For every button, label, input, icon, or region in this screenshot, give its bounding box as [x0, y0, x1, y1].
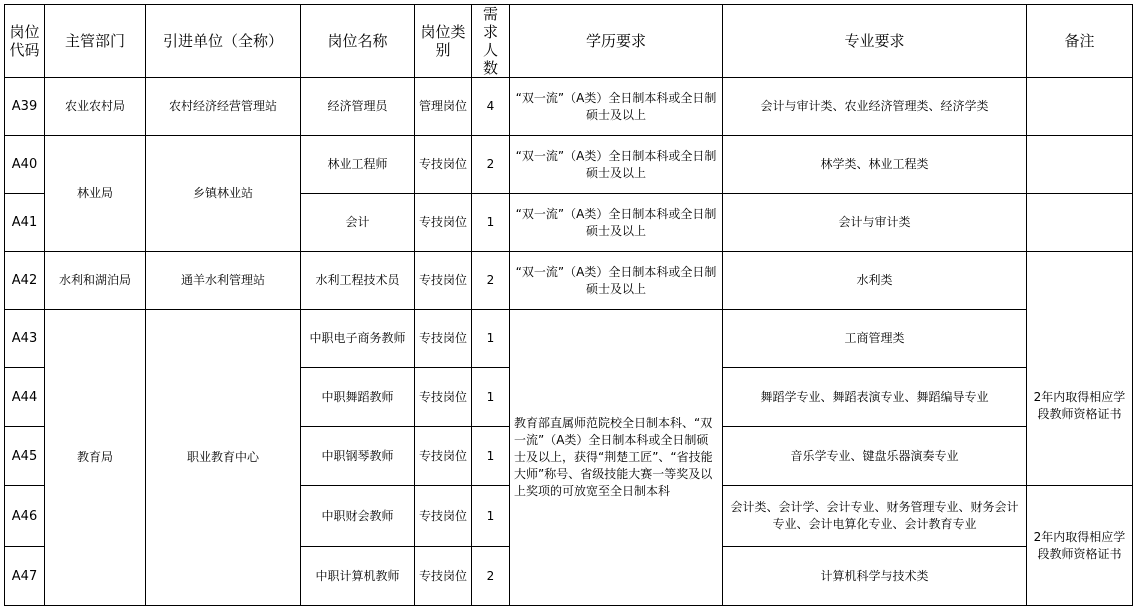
- header-unit: 引进单位（全称）: [146, 5, 301, 78]
- cell-major: 会计类、会计学、会计专业、财务管理专业、财务会计专业、会计电算化专业、会计教育专业: [723, 486, 1027, 547]
- cell-post: 中职钢琴教师: [301, 427, 415, 486]
- cell-unit: 通羊水利管理站: [146, 252, 301, 310]
- cell-note: [1027, 78, 1133, 136]
- cell-post: 中职计算机教师: [301, 547, 415, 606]
- cell-unit: 农村经济经营管理站: [146, 78, 301, 136]
- cell-edu: “双一流”（A类）全日制本科或全日制硕士及以上: [510, 194, 723, 252]
- table-row: [5, 78, 1133, 136]
- header-count: 需求人数: [472, 5, 510, 78]
- cell-edu: “双一流”（A类）全日制本科或全日制硕士及以上: [510, 252, 723, 310]
- cell-type: 专技岗位: [415, 368, 472, 427]
- header-type: 岗位类别: [415, 5, 472, 78]
- header-edu: 学历要求: [510, 5, 723, 78]
- cell-count: 2: [472, 252, 510, 310]
- cell-code: A40: [5, 136, 45, 194]
- cell-count: 1: [472, 194, 510, 252]
- cell-type: 专技岗位: [415, 136, 472, 194]
- cell-count: 1: [472, 486, 510, 547]
- cell-major: 会计与审计类、农业经济管理类、经济学类: [723, 78, 1027, 136]
- cell-post: 中职电子商务教师: [301, 310, 415, 368]
- cell-count: 2: [472, 547, 510, 606]
- header-row: [5, 5, 1133, 78]
- cell-edu: “双一流”（A类）全日制本科或全日制硕士及以上: [510, 78, 723, 136]
- cell-count: 1: [472, 310, 510, 368]
- cell-type: 专技岗位: [415, 427, 472, 486]
- cell-major: 计算机科学与技术类: [723, 547, 1027, 606]
- cell-post: 会计: [301, 194, 415, 252]
- cell-major: 林学类、林业工程类: [723, 136, 1027, 194]
- header-dept: 主管部门: [45, 5, 146, 78]
- cell-dept: 水利和湖泊局: [45, 252, 146, 310]
- cell-type: 专技岗位: [415, 486, 472, 547]
- cell-code: A39: [5, 78, 45, 136]
- table-row: [5, 136, 1133, 194]
- cell-major: 会计与审计类: [723, 194, 1027, 252]
- cell-dept-education: 教育局: [45, 310, 146, 606]
- cell-major: 工商管理类: [723, 310, 1027, 368]
- cell-major: 水利类: [723, 252, 1027, 310]
- cell-unit-forestry: 乡镇林业站: [146, 136, 301, 252]
- cell-note: [1027, 194, 1133, 252]
- cell-type: 专技岗位: [415, 194, 472, 252]
- cell-count: 2: [472, 136, 510, 194]
- cell-count: 1: [472, 427, 510, 486]
- cell-post: 中职舞蹈教师: [301, 368, 415, 427]
- table-row: [5, 310, 1133, 368]
- cell-code: A46: [5, 486, 45, 547]
- cell-edu-education: 教育部直属师范院校全日制本科、“双一流”（A类）全日制本科或全日制硕士及以上，获得“荆楚工匠”、“省技能大师”称号、省级技能大赛一等奖及以上奖项的可放宽至全日制本科: [510, 310, 723, 606]
- cell-code: A47: [5, 547, 45, 606]
- header-post: 岗位名称: [301, 5, 415, 78]
- cell-count: 1: [472, 368, 510, 427]
- cell-post: 经济管理员: [301, 78, 415, 136]
- cell-type: 专技岗位: [415, 547, 472, 606]
- cell-code: A44: [5, 368, 45, 427]
- cell-post: 林业工程师: [301, 136, 415, 194]
- header-major: 专业要求: [723, 5, 1027, 78]
- cell-code: A43: [5, 310, 45, 368]
- cell-unit-education: 职业教育中心: [146, 310, 301, 606]
- cell-note-teacher-2: 2年内取得相应学段教师资格证书: [1027, 486, 1133, 606]
- cell-code: A41: [5, 194, 45, 252]
- cell-post: 水利工程技术员: [301, 252, 415, 310]
- recruitment-table: [4, 4, 1133, 606]
- cell-note: [1027, 136, 1133, 194]
- cell-count: 4: [472, 78, 510, 136]
- cell-type: 专技岗位: [415, 310, 472, 368]
- cell-dept-forestry: 林业局: [45, 136, 146, 252]
- cell-code: A45: [5, 427, 45, 486]
- cell-edu: “双一流”（A类）全日制本科或全日制硕士及以上: [510, 136, 723, 194]
- cell-type: 专技岗位: [415, 252, 472, 310]
- cell-dept: 农业农村局: [45, 78, 146, 136]
- cell-major: 音乐学专业、键盘乐器演奏专业: [723, 427, 1027, 486]
- table-row: [5, 252, 1133, 310]
- header-code: 岗位代码: [5, 5, 45, 78]
- cell-note-teacher-1: 2年内取得相应学段教师资格证书: [1027, 252, 1133, 486]
- cell-type: 管理岗位: [415, 78, 472, 136]
- header-note: 备注: [1027, 5, 1133, 78]
- cell-code: A42: [5, 252, 45, 310]
- cell-post: 中职财会教师: [301, 486, 415, 547]
- cell-major: 舞蹈学专业、舞蹈表演专业、舞蹈编导专业: [723, 368, 1027, 427]
